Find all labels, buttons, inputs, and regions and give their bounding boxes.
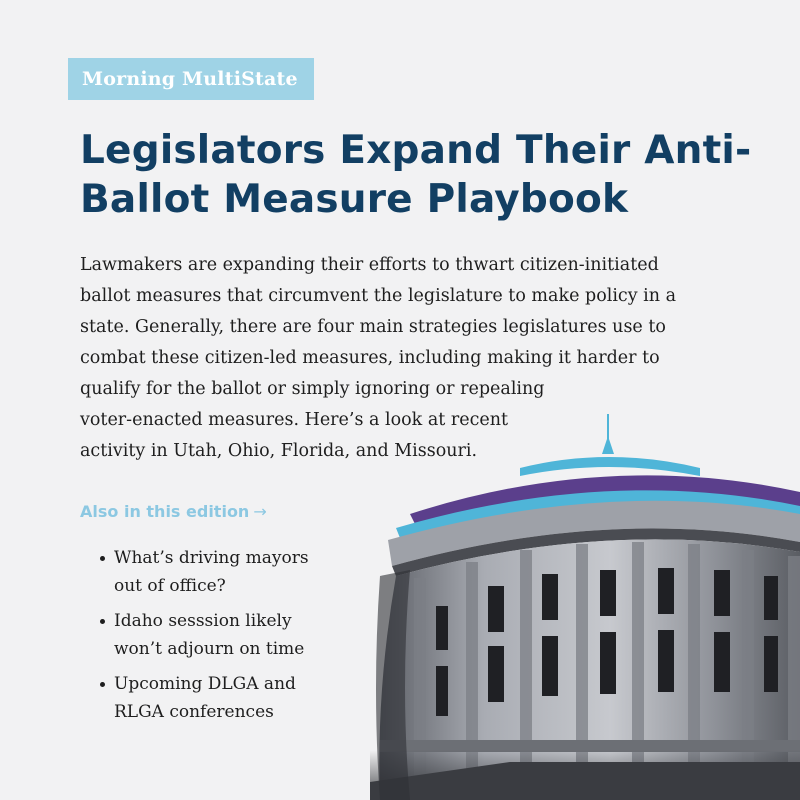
list-item-line: RLGA conferences [114, 702, 274, 722]
arrow-right-icon: → [253, 502, 267, 521]
dome-cap [520, 457, 700, 476]
list-item-line: won’t adjourn on time [114, 639, 305, 659]
left-shadow [376, 570, 410, 800]
list-item-line: Upcoming DLGA and [114, 674, 296, 694]
summary-line: state. Generally, there are four main strategies legislatures use to [80, 317, 666, 337]
summary-line: voter-enacted measures. Here’s a look at recent [80, 410, 509, 430]
summary-line: ballot measures that circumvent the legislature to make policy in a [80, 286, 677, 306]
list-item [98, 544, 348, 600]
list-item-line: What’s driving mayors [114, 548, 309, 568]
capitol-rotunda-image [370, 410, 800, 800]
list-item [98, 607, 348, 663]
newsletter-tag: Morning MultiState [68, 58, 314, 100]
list-item [98, 670, 348, 726]
summary-line: qualify for the ballot or simply ignoring or repealing [80, 379, 545, 399]
headline-line-1: Legislators Expand Their Anti- [80, 128, 752, 173]
summary-line: activity in Utah, Ohio, Florida, and Missouri. [80, 441, 478, 461]
headline [80, 126, 770, 224]
also-in-edition-heading [80, 500, 267, 524]
list-item-line: Idaho sesssion likely [114, 611, 292, 631]
list-item-line: out of office? [114, 576, 226, 596]
summary-line: combat these citizen-led measures, including making it harder to [80, 348, 660, 368]
headline-line-2: Ballot Measure Playbook [80, 177, 629, 222]
spire-top [602, 436, 614, 454]
summary-line: Lawmakers are expanding their efforts to thwart citizen-initiated [80, 255, 659, 275]
edition-list [98, 544, 348, 733]
also-in-edition-label: Also in this edition [80, 502, 250, 521]
